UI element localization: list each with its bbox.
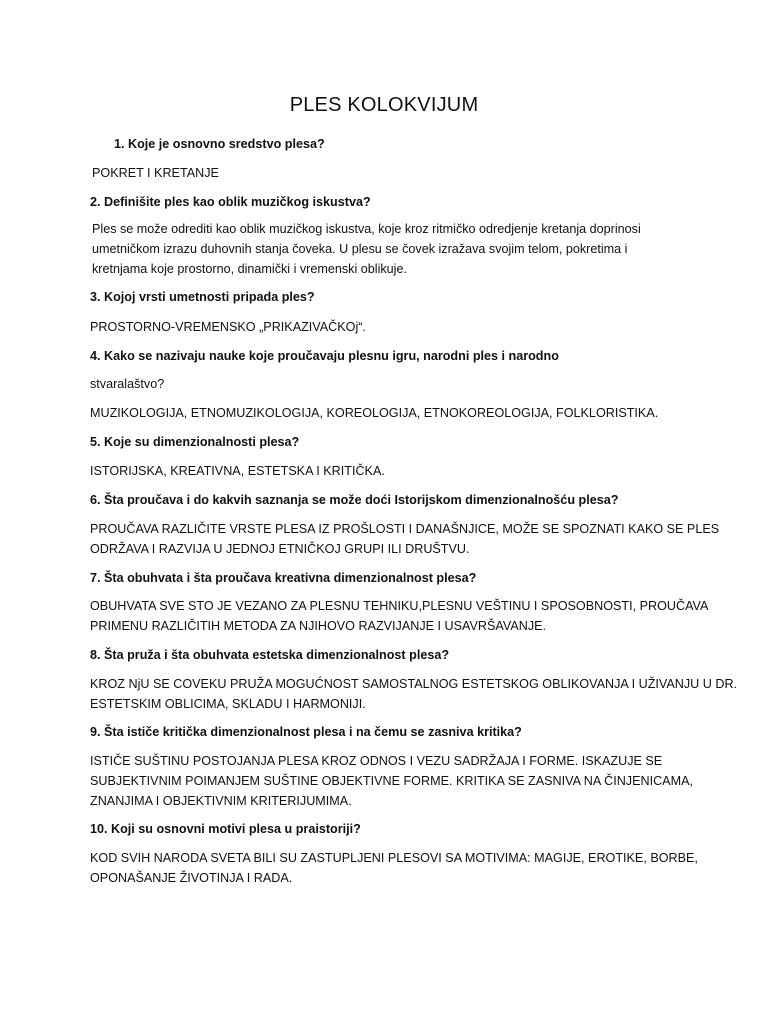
answer-8-line-1: KROZ NjU SE COVEKU PRUŽA MOGUĆNOST SAMOSTALNOG ESTETSKOG OBLIKOVANJA I UŽIVANJU U DR. [90, 677, 738, 691]
answer-2-line-2: umetničkom izrazu duhovnih stanja čoveka. U plesu se čovek izražava svojim telom, pokretima i [92, 242, 628, 256]
question-4: 4. Kako se nazivaju nauke koje proučavaju plesnu igru, narodni ples i narodno [90, 349, 559, 363]
answer-7-line-2: PRIMENU RAZLIČITIH METODA ZA NJIHOVO RAZVIJANJE I USAVRŠAVANJE. [90, 619, 547, 633]
answer-8 [90, 674, 738, 714]
answer-2-line-1: Ples se može odrediti kao oblik muzičkog iskustva, koje kroz ritmičko odredjenje kretanja doprinosi [92, 222, 641, 236]
answer-7-line-1: OBUHVATA SVE STO JE VEZANO ZA PLESNU TEHNIKU,PLESNU VEŠTINU I SPOSOBNOSTI, PROUČAVA [90, 599, 709, 613]
answer-2 [92, 219, 692, 279]
question-3: 3. Kojoj vrsti umetnosti pripada ples? [90, 290, 315, 304]
answer-6 [90, 519, 720, 559]
answer-9 [90, 751, 693, 811]
answer-9-line-2: SUBJEKTIVNIM POIMANJEM SUŠTINE OBJEKTIVNE FORME. KRITIKA SE ZASNIVA NA ČINJENICAMA, [90, 774, 693, 788]
answer-10-line-2: OPONAŠANJE ŽIVOTINJA I RADA. [90, 871, 293, 885]
answer-10 [90, 848, 698, 888]
answer-1-line-1: POKRET I KRETANJE [92, 166, 219, 180]
question-4-continuation: stvaralaštvo? [90, 377, 165, 391]
question-5: 5. Koje su dimenzionalnosti plesa? [90, 435, 300, 449]
document-title: PLES KOLOKVIJUM [289, 94, 479, 116]
answer-1 [92, 163, 219, 183]
question-1: 1. Koje je osnovno sredstvo plesa? [114, 137, 325, 151]
answer-2-line-3: kretnjama koje prostorno, dinamički i vremenski oblikuje. [92, 262, 407, 276]
answer-3-line-1: PROSTORNO-VREMENSKO „PRIKAZIVAČKOj“. [90, 320, 366, 334]
question-7: 7. Šta obuhvata i šta proučava kreativna dimenzionalnost plesa? [90, 571, 477, 585]
question-6: 6. Šta proučava i do kakvih saznanja se može doći Istorijskom dimenzionalnošću plesa? [90, 493, 619, 507]
answer-4-line-1: MUZIKOLOGIJA, ETNOMUZIKOLOGIJA, KOREOLOGIJA, ETNOKOREOLOGIJA, FOLKLORISTIKA. [90, 406, 659, 420]
answer-4 [90, 403, 658, 423]
answer-9-line-3: ZNANJIMA I OBJEKTIVNIM KRITERIJUMIMA. [90, 794, 352, 808]
question-9: 9. Šta ističe kritička dimenzionalnost plesa i na čemu se zasniva kritika? [90, 725, 522, 739]
question-10: 10. Koji su osnovni motivi plesa u praistoriji? [90, 822, 361, 836]
question-8: 8. Šta pruža i šta obuhvata estetska dimenzionalnost plesa? [90, 648, 450, 662]
answer-5 [90, 461, 385, 481]
answer-8-line-2: ESTETSKIM OBLICIMA, SKLADU I HARMONIJI. [90, 697, 366, 711]
answer-7 [90, 596, 709, 636]
answer-5-line-1: ISTORIJSKA, KREATIVNA, ESTETSKA I KRITIČKA. [90, 464, 385, 478]
answer-3 [90, 317, 366, 337]
question-2: 2. Definišite ples kao oblik muzičkog iskustva? [90, 195, 371, 209]
answer-9-line-1: ISTIČE SUŠTINU POSTOJANJA PLESA KROZ ODNOS I VEZU SADRŽAJA I FORME. ISKAZUJE SE [90, 754, 663, 768]
answer-6-line-1: PROUČAVA RAZLIČITE VRSTE PLESA IZ PROŠLOSTI I DANAŠNJICE, MOŽE SE SPOZNATI KAKO SE PLES [90, 522, 720, 536]
answer-6-line-2: ODRŽAVA I RAZVIJA U JEDNOJ ETNIČKOJ GRUPI ILI DRUŠTVU. [90, 542, 470, 556]
answer-10-line-1: KOD SVIH NARODA SVETA BILI SU ZASTUPLJENI PLESOVI SA MOTIVIMA: MAGIJE, EROTIKE, BORBE, [90, 851, 698, 865]
